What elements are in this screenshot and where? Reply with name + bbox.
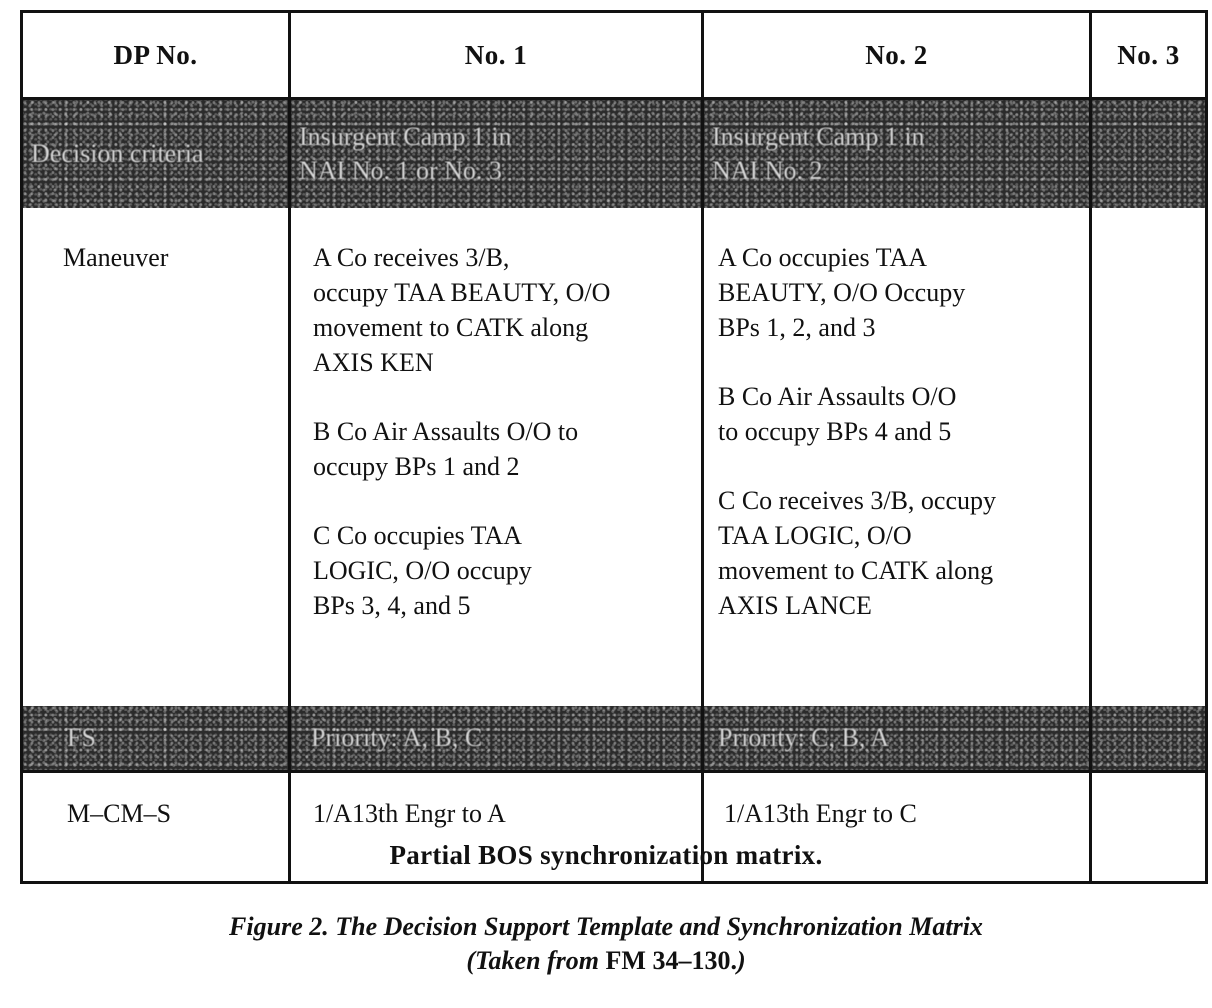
figure-caption-line-2	[0, 944, 1212, 978]
fs-row	[22, 706, 1207, 772]
fs-no1: Priority: A, B, C	[311, 723, 483, 752]
fs-no3-cell	[1091, 706, 1207, 772]
maneuver-no1-c-co: C Co occupies TAA LOGIC, O/O occupy BPs 3, 4, and 5	[313, 521, 532, 620]
fs-no2: Priority: C, B, A	[718, 723, 890, 752]
figure-caption-prefix: (Taken from	[466, 946, 606, 975]
fs-label-cell	[22, 706, 290, 772]
maneuver-label: Maneuver	[22, 208, 290, 706]
decision-criteria-label-cell	[22, 99, 290, 209]
header-no-2: No. 2	[703, 12, 1091, 99]
decision-criteria-label: Decision criteria	[31, 139, 204, 168]
mcms-label: M–CM–S	[22, 772, 290, 883]
decision-criteria-no1: Insurgent Camp 1 in NAI No. 1 or No. 3	[299, 122, 512, 185]
maneuver-no2-a-co: A Co occupies TAA BEAUTY, O/O Occupy BPs 1, 2, and 3	[718, 243, 966, 342]
decision-criteria-row	[22, 99, 1207, 209]
synchronization-matrix	[20, 10, 1208, 884]
maneuver-row	[22, 208, 1207, 706]
header-dp-no: DP No.	[22, 12, 290, 99]
mcms-no2: 1/A13th Engr to C	[703, 772, 1091, 883]
fs-label: FS	[67, 723, 96, 752]
header-row	[22, 12, 1207, 99]
figure-caption	[0, 910, 1212, 978]
decision-criteria-no2-cell	[703, 99, 1091, 209]
maneuver-no2-cell	[703, 208, 1091, 706]
figure-caption-line-1: Figure 2. The Decision Support Template and Synchronization Matrix	[229, 912, 983, 941]
fs-no1-cell	[290, 706, 703, 772]
header-no-1: No. 1	[290, 12, 703, 99]
decision-criteria-no3-cell	[1091, 99, 1207, 209]
maneuver-no1-a-co: A Co receives 3/B, occupy TAA BEAUTY, O/O movement to CATK along AXIS KEN	[313, 243, 611, 377]
decision-criteria-no1-cell	[290, 99, 703, 209]
maneuver-no3-cell	[1091, 208, 1207, 706]
decision-criteria-no2: Insurgent Camp 1 in NAI No. 2	[712, 122, 925, 185]
maneuver-no2-b-co: B Co Air Assaults O/O to occupy BPs 4 and 5	[718, 382, 957, 446]
header-no-3: No. 3	[1091, 12, 1207, 99]
mcms-no1: 1/A13th Engr to A	[290, 772, 703, 883]
table-caption: Partial BOS synchronization matrix.	[389, 840, 823, 870]
maneuver-no1-b-co: B Co Air Assaults O/O to occupy BPs 1 and 2	[313, 417, 579, 481]
maneuver-no1-cell	[290, 208, 703, 706]
maneuver-no2-c-co: C Co receives 3/B, occupy TAA LOGIC, O/O movement to CATK along AXIS LANCE	[718, 486, 996, 620]
figure-caption-source: FM 34–130.	[605, 946, 737, 975]
figure-caption-suffix: )	[736, 946, 746, 975]
fs-no2-cell	[703, 706, 1091, 772]
